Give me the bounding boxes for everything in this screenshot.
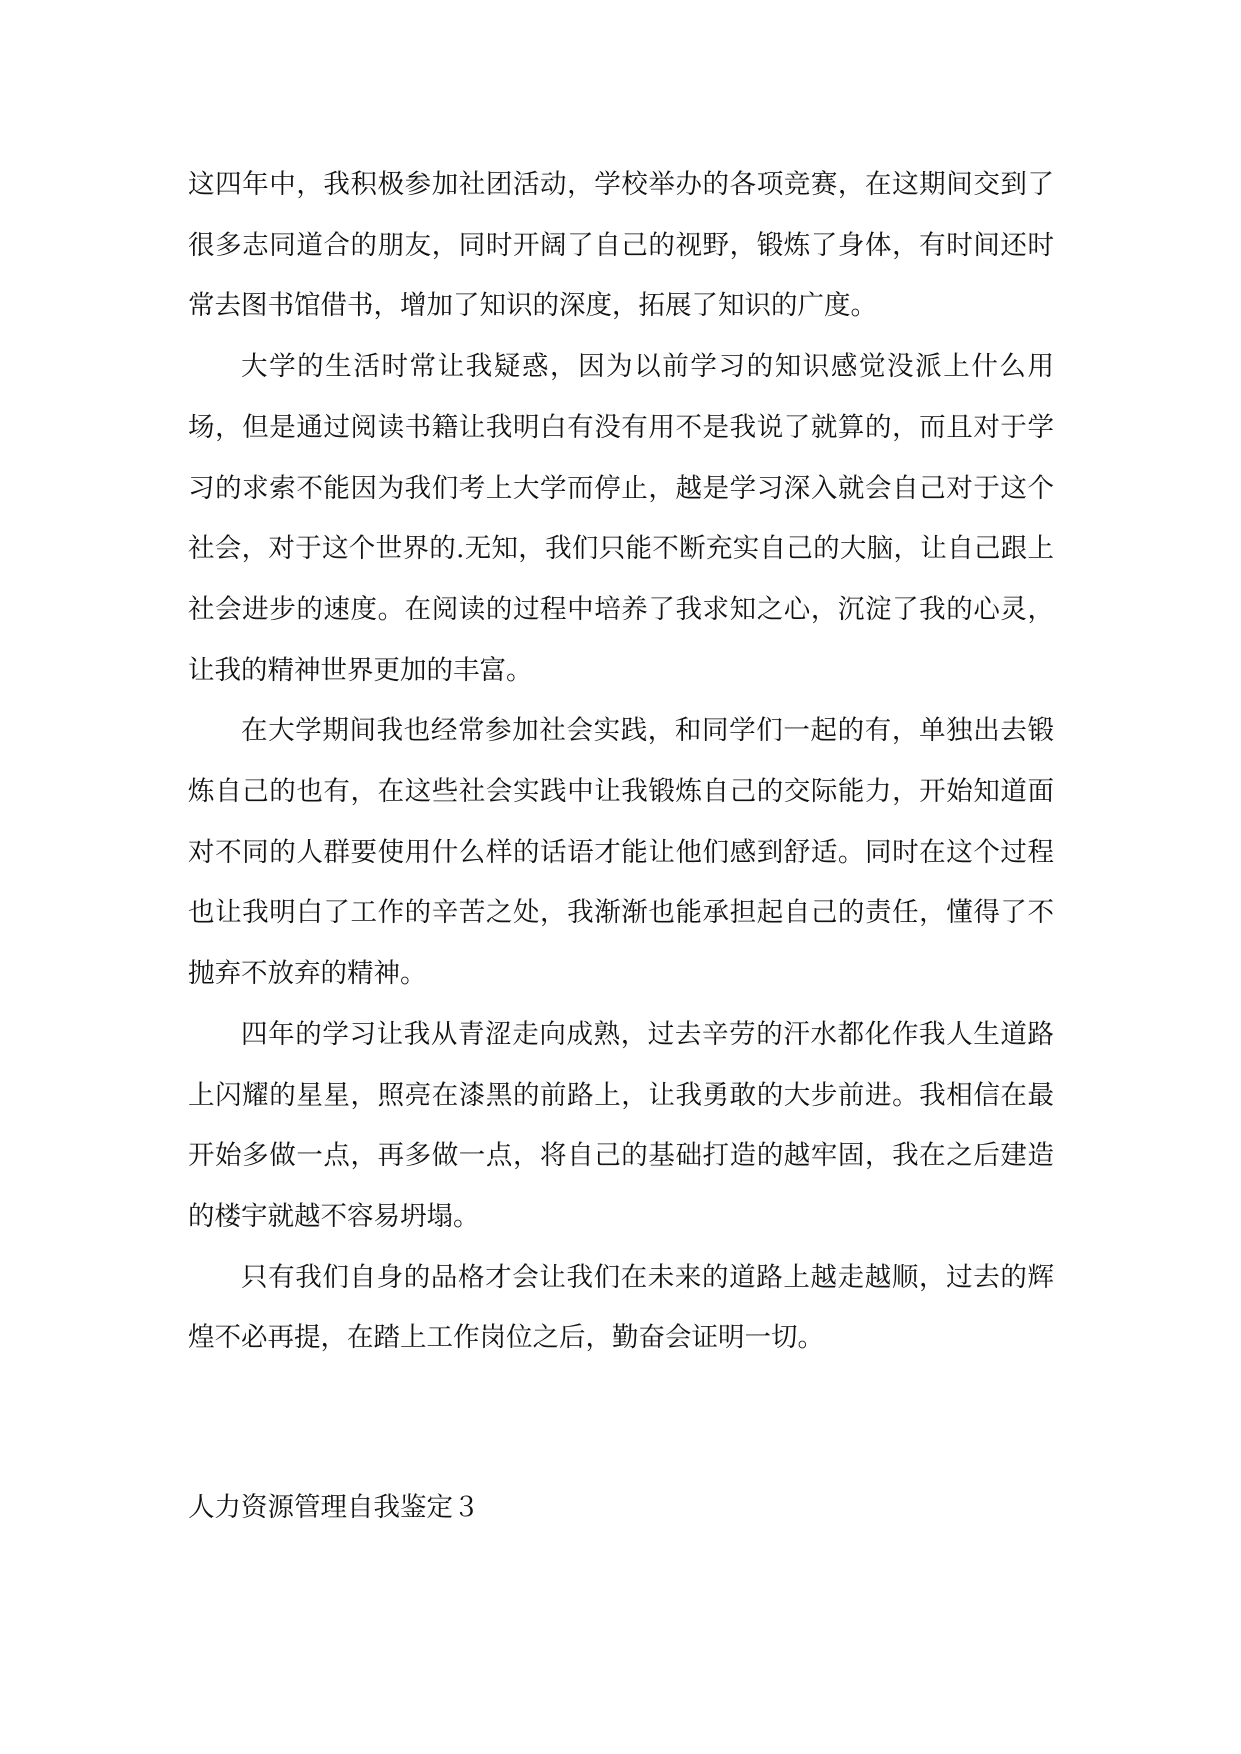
paragraph-2: 大学的生活时常让我疑惑，因为以前学习的知识感觉没派上什么用场，但是通过阅读书籍让我明白有没有用不是我说了就算的，而且对于学习的求索不能因为我们考上大学而停止，越是学习深入就会自己对于这个社会，对于这个世界的.无知，我们只能不断充实自己的大脑，让自己跟上社会进步的速度。在阅读的过程中培养了我求知之心，沉淀了我的心灵，让我的精神世界更加的丰富。 xyxy=(188,351,1054,686)
document-body xyxy=(188,155,1054,1369)
paragraph-1: 这四年中，我积极参加社团活动，学校举办的各项竞赛，在这期间交到了很多志同道合的朋友，同时开阔了自己的视野，锻炼了身体，有时间还时常去图书馆借书，增加了知识的深度，拓展了知识的广度。 xyxy=(188,169,1054,322)
paragraph-5: 只有我们自身的品格才会让我们在未来的道路上越走越顺，过去的辉煌不必再提，在踏上工作岗位之后，勤奋会证明一切。 xyxy=(188,1261,1054,1354)
paragraph-4: 四年的学习让我从青涩走向成熟，过去辛劳的汗水都化作我人生道路上闪耀的星星，照亮在漆黑的前路上，让我勇敢的大步前进。我相信在最开始多做一点，再多做一点，将自己的基础打造的越牢固，我在之后建造的楼宇就越不容易坍塌。 xyxy=(188,1018,1054,1232)
section-heading: 人力资源管理自我鉴定３ xyxy=(188,1492,480,1523)
paragraph-3: 在大学期间我也经常参加社会实践，和同学们一起的有，单独出去锻炼自己的也有，在这些社会实践中让我锻炼自己的交际能力，开始知道面对不同的人群要使用什么样的话语才能让他们感到舒适。同时在这个过程也让我明白了工作的辛苦之处，我渐渐也能承担起自己的责任，懂得了不抛弃不放弃的精神。 xyxy=(188,715,1054,990)
